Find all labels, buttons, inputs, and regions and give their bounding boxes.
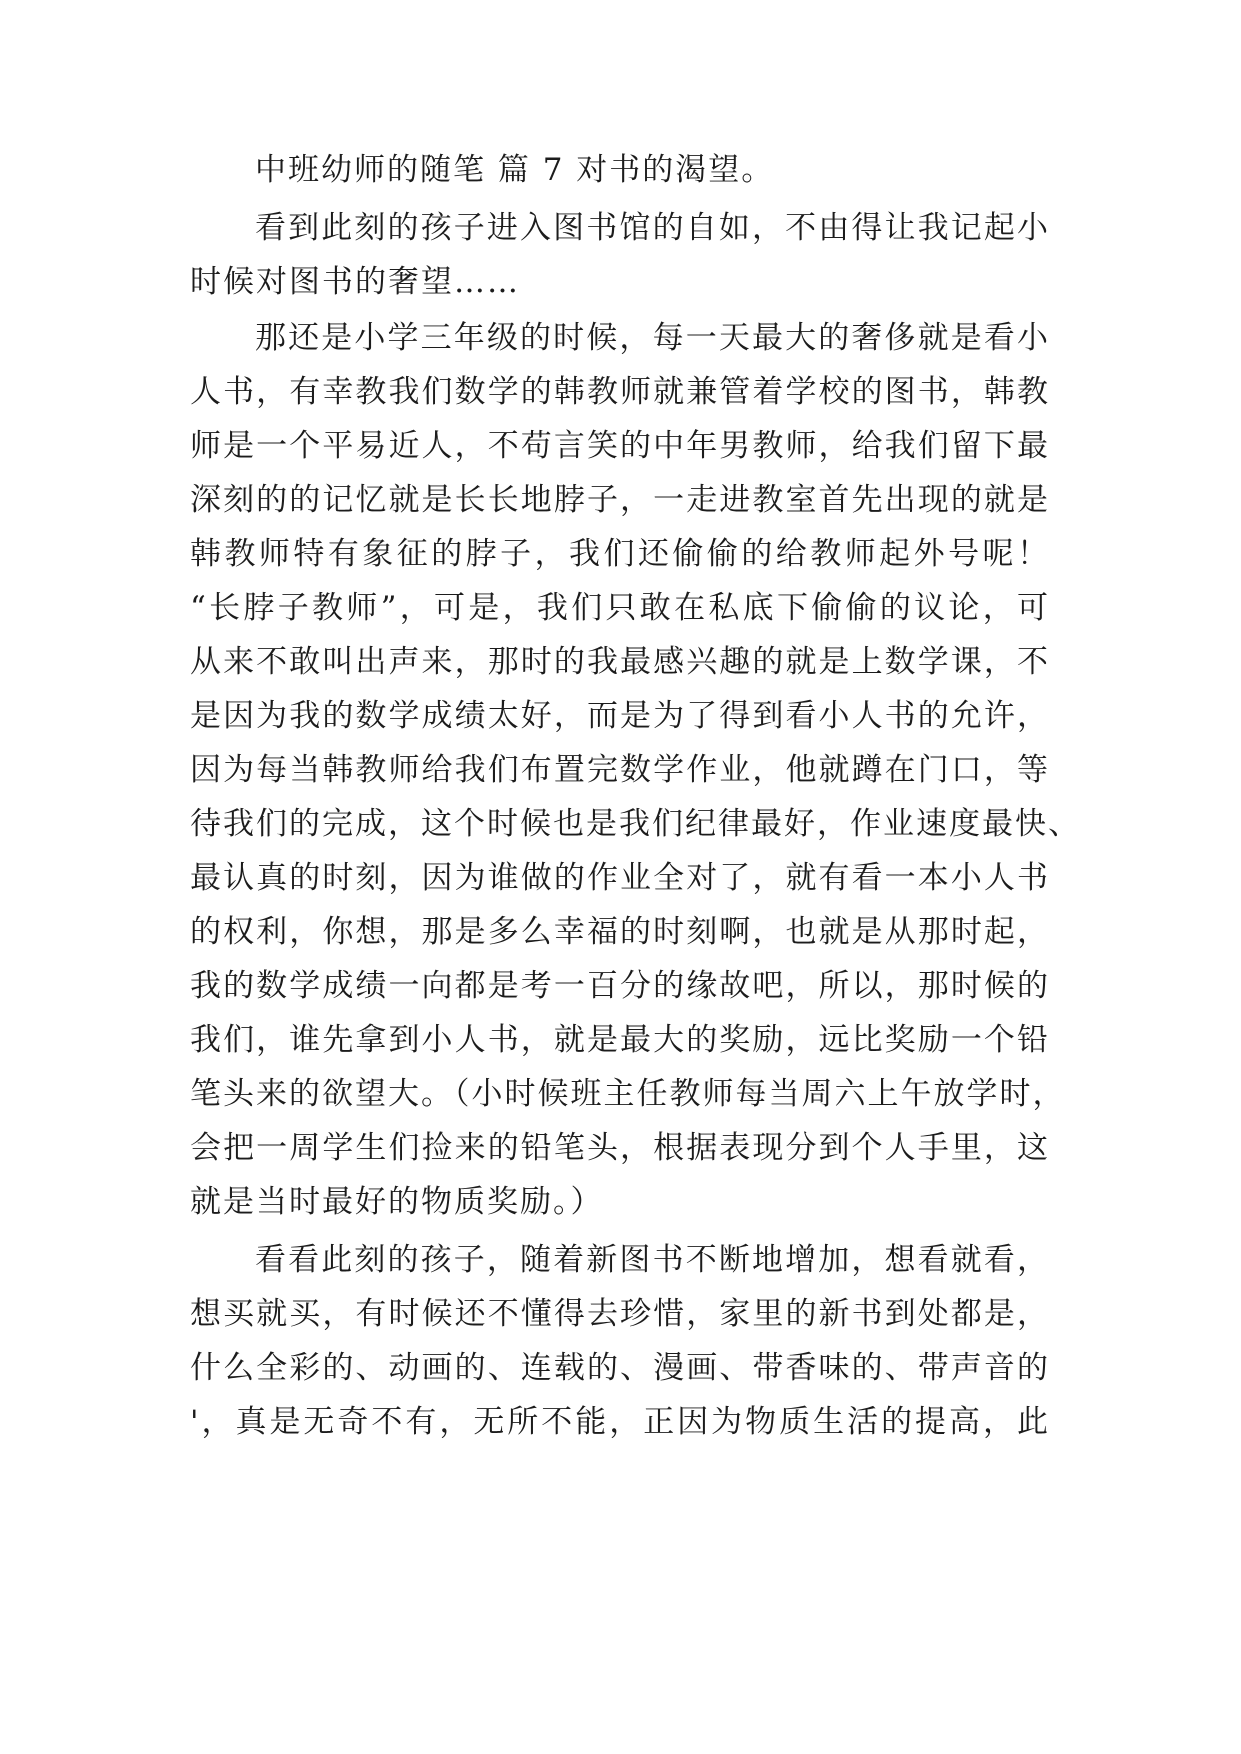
text-line: 什么全彩的、动画的、连载的、漫画、带香味的、带声音的 <box>190 1350 1050 1386</box>
text-line: 师是一个平易近人，不苟言笑的中年男教师，给我们留下最 <box>190 428 1050 464</box>
text-line: 待我们的完成，这个时候也是我们纪律最好，作业速度最快、 <box>190 806 1081 842</box>
text-line: 从来不敢叫出声来，那时的我最感兴趣的就是上数学课，不 <box>190 644 1050 680</box>
text-line: 最认真的时刻，因为谁做的作业全对了，就有看一本小人书 <box>190 860 1050 896</box>
text-line: 就是当时最好的物质奖励。） <box>190 1184 604 1220</box>
text-line: 韩教师特有象征的脖子，我们还偷偷的给教师起外号呢！ <box>190 536 1050 572</box>
text-line: 时候对图书的奢望…… <box>190 264 520 300</box>
text-line: 因为每当韩教师给我们布置完数学作业，他就蹲在门口，等 <box>190 752 1050 788</box>
text-line: 会把一周学生们捡来的铅笔头，根据表现分到个人手里，这 <box>190 1130 1050 1166</box>
text-line: 想买就买，有时候还不懂得去珍惜，家里的新书到处都是， <box>190 1296 1050 1332</box>
text-line: 深刻的的记忆就是长长地脖子，一走进教室首先出现的就是 <box>190 482 1050 518</box>
text-line: 是因为我的数学成绩太好，而是为了得到看小人书的允许， <box>190 698 1050 734</box>
text-line: 笔头来的欲望大。（小时候班主任教师每当周六上午放学时， <box>190 1076 1066 1112</box>
text-line: 中班幼师的随笔 篇 7 对书的渴望。 <box>255 152 775 188</box>
text-line: 看看此刻的孩子，随着新图书不断地增加，想看就看， <box>255 1242 1050 1278</box>
text-line: 那还是小学三年级的时候，每一天最大的奢侈就是看小 <box>255 320 1050 356</box>
text-line: 我们，谁先拿到小人书，就是最大的奖励，远比奖励一个铅 <box>190 1022 1050 1058</box>
text-line: “长脖子教师”，可是，我们只敢在私底下偷偷的议论，可 <box>190 590 1050 626</box>
text-line: 人书，有幸教我们数学的韩教师就兼管着学校的图书，韩教 <box>190 374 1050 410</box>
text-line: 我的数学成绩一向都是考一百分的缘故吧，所以，那时候的 <box>190 968 1050 1004</box>
text-line: 看到此刻的孩子进入图书馆的自如，不由得让我记起小 <box>255 210 1050 246</box>
text-line: 的权利，你想，那是多么幸福的时刻啊，也就是从那时起， <box>190 914 1050 950</box>
text-line: '，真是无奇不有，无所不能，正因为物质生活的提高，此 <box>190 1404 1050 1440</box>
